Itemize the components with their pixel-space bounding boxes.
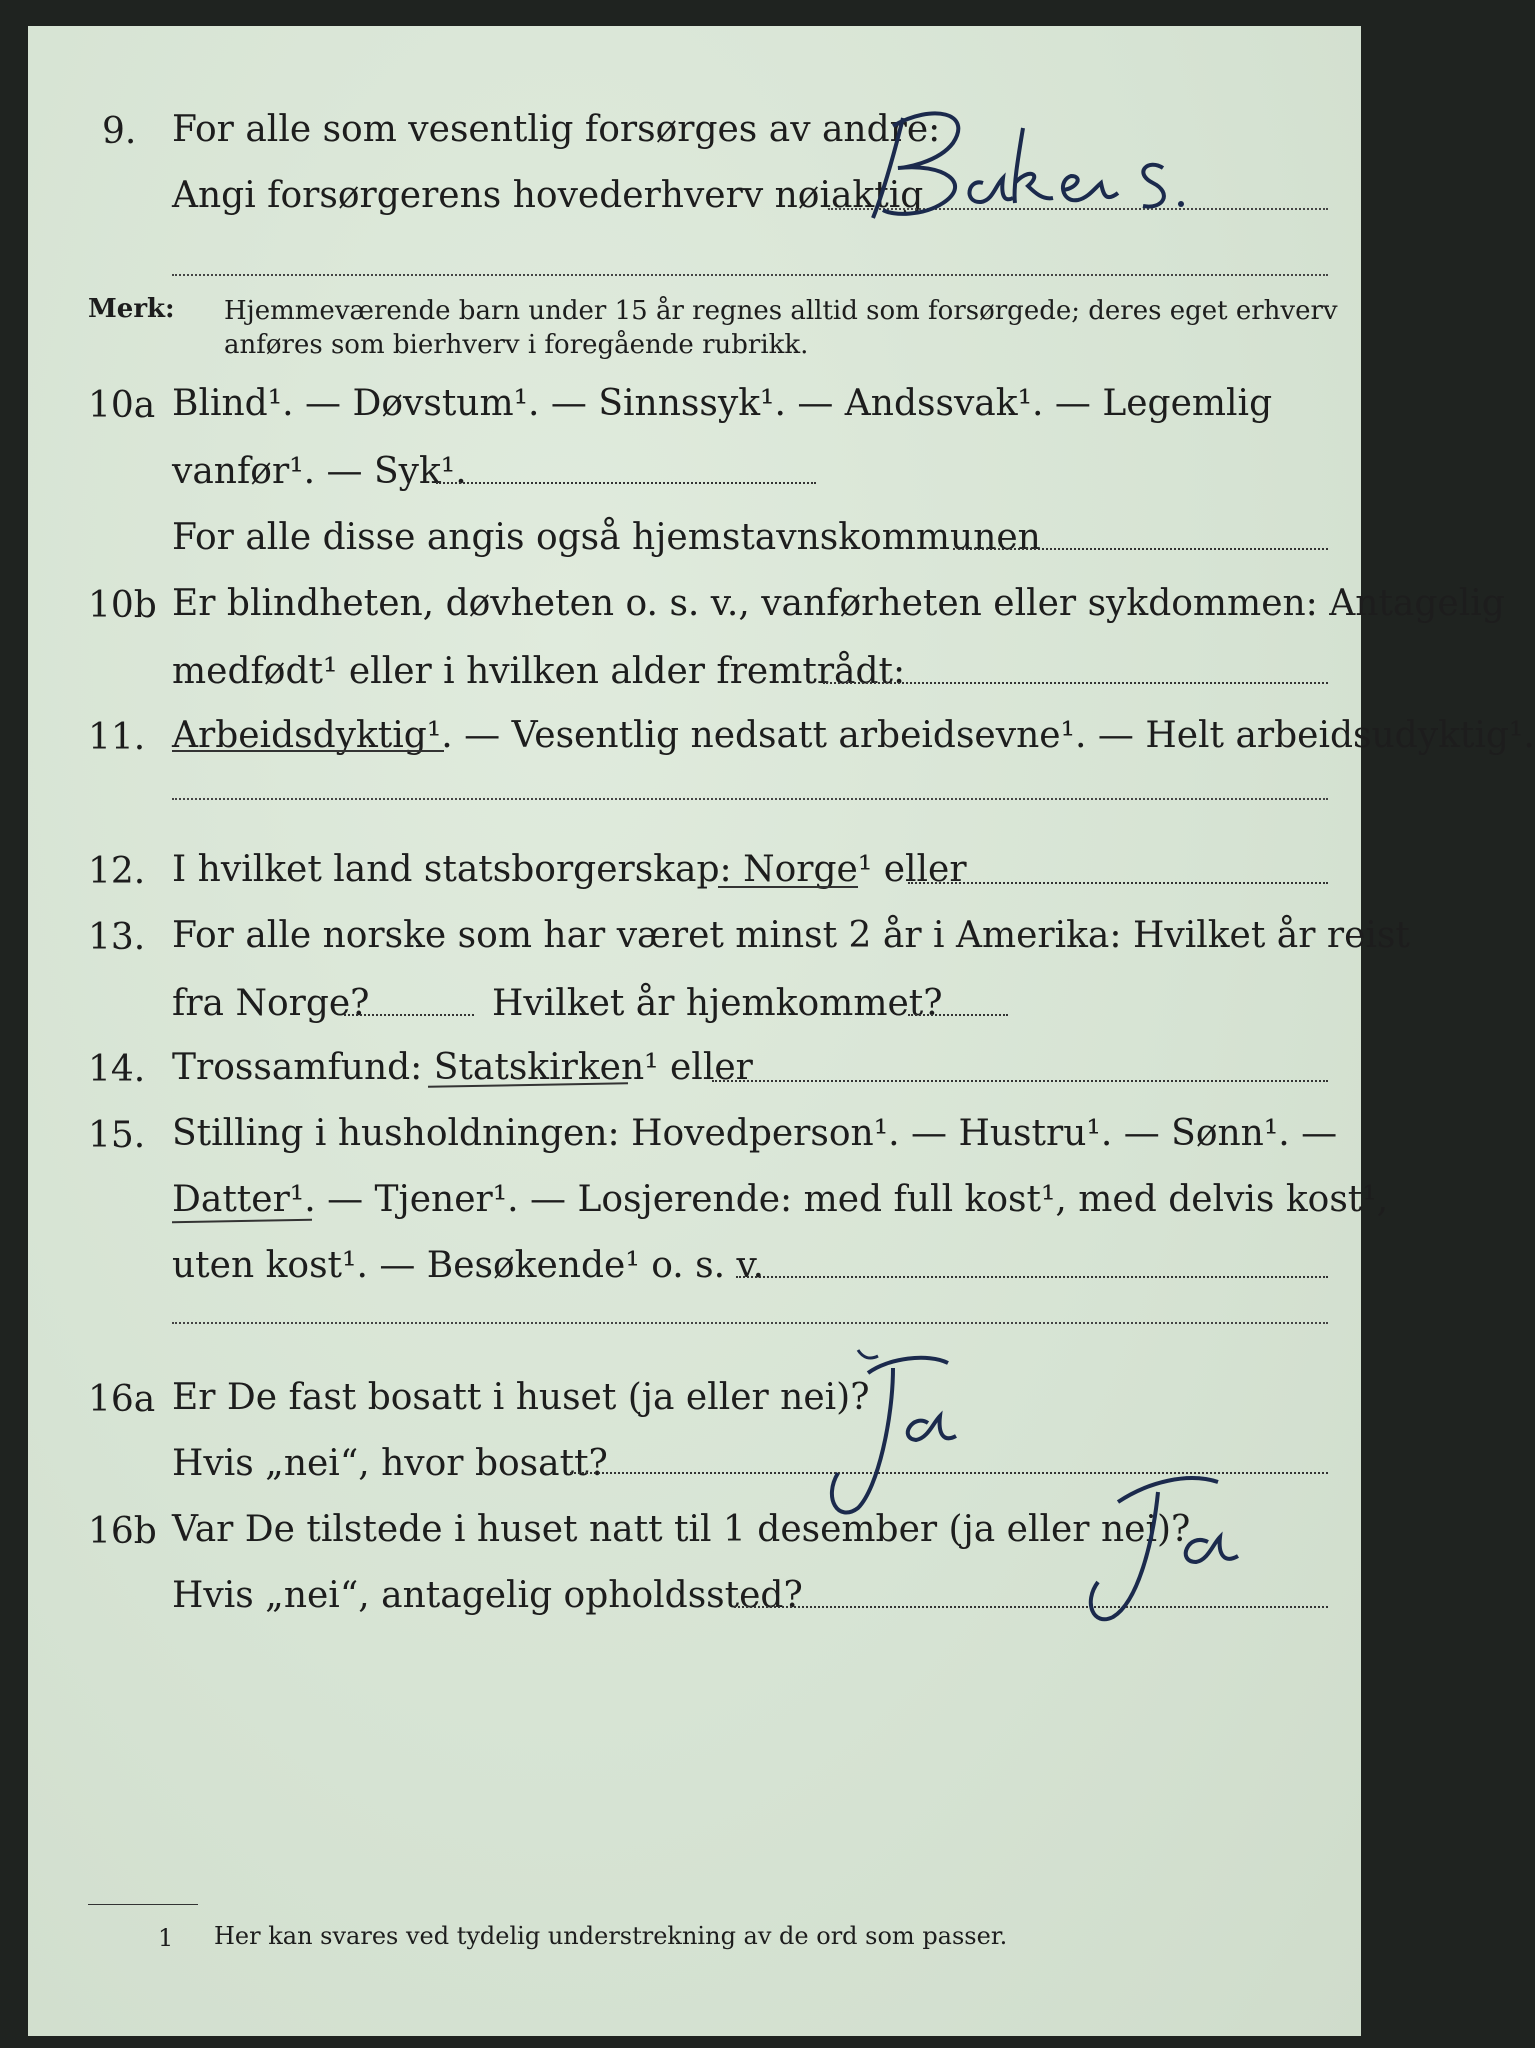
merk-line1: Hjemmeværende barn under 15 år regnes alltid som forsørgede; deres eget erhverv bbox=[224, 296, 1338, 326]
q16a-handwritten-answer bbox=[798, 1338, 978, 1532]
q13-hjemkommet-line bbox=[908, 1014, 1008, 1016]
q13-line2b: Hvilket år hjemkommet? bbox=[492, 983, 943, 1024]
q10a-line2: vanfør¹. — Syk¹. bbox=[172, 451, 467, 492]
merk-line2: anføres som bierhverv i foregående rubrikk. bbox=[224, 330, 809, 360]
q9-handwritten-answer bbox=[863, 98, 1303, 232]
q16b-line1: Var De tilstede i huset natt til 1 desember (ja eller nei)? bbox=[172, 1509, 1191, 1550]
q14-answer-line bbox=[712, 1080, 1328, 1082]
q14-line1: Trossamfund: Statskirken¹ eller bbox=[172, 1047, 753, 1088]
q9-extra-line bbox=[172, 274, 1328, 276]
q10b-number: 10b bbox=[88, 585, 157, 626]
q10b-line2: medfødt¹ eller i hvilken alder fremtrådt: bbox=[172, 651, 906, 692]
q10a-syk-line bbox=[436, 482, 816, 484]
q16a-number: 16a bbox=[88, 1379, 156, 1420]
merk-label: Merk: bbox=[88, 294, 175, 324]
q16b-line2: Hvis „nei“, antagelig opholdssted? bbox=[172, 1575, 803, 1616]
q9-line1: For alle som vesentlig forsørges av andre: bbox=[172, 109, 941, 150]
q13-reist-line bbox=[344, 1014, 474, 1016]
q15-extra-line bbox=[172, 1322, 1328, 1324]
q10a-kommune-line bbox=[953, 548, 1328, 550]
q15-line3: uten kost¹. — Besøkende¹ o. s. v. bbox=[172, 1245, 765, 1286]
footnote-mark: 1 bbox=[158, 1924, 174, 1952]
q12-number: 12. bbox=[88, 851, 146, 892]
q15-answer-line bbox=[736, 1276, 1328, 1278]
q15-number: 15. bbox=[88, 1115, 146, 1156]
q16a-line2: Hvis „nei“, hvor bosatt? bbox=[172, 1443, 608, 1484]
q16b-number: 16b bbox=[88, 1511, 157, 1552]
q11-extra-line bbox=[172, 798, 1328, 800]
q9-line2: Angi forsørgerens hovederhverv nøiaktig bbox=[172, 175, 924, 216]
q10b-answer-line bbox=[823, 682, 1328, 684]
q16b-handwritten-answer bbox=[1068, 1462, 1268, 1636]
census-form-page bbox=[28, 26, 1535, 2036]
q12-underline-norge bbox=[718, 886, 858, 888]
q11-number: 11. bbox=[88, 717, 146, 758]
q10a-line1: Blind¹. — Døvstum¹. — Sinnssyk¹. — Andssvak¹. — Legemlig bbox=[172, 383, 1273, 424]
q11-underline-arbeidsdyktig bbox=[172, 750, 444, 752]
q11-line1: Arbeidsdyktig¹. — Vesentlig nedsatt arbeidsevne¹. — Helt arbeidsudyktig¹. bbox=[172, 715, 1535, 756]
q15-line2: Datter¹. — Tjener¹. — Losjerende: med full kost¹, med delvis kost¹, bbox=[172, 1179, 1389, 1220]
q13-number: 13. bbox=[88, 917, 146, 958]
q10a-line3: For alle disse angis også hjemstavnskommunen bbox=[172, 517, 1041, 558]
q10b-line1: Er blindheten, døvheten o. s. v., vanførheten eller sykdommen: Antagelig bbox=[172, 583, 1505, 624]
q10a-number: 10a bbox=[88, 385, 156, 426]
q15-line1: Stilling i husholdningen: Hovedperson¹. — Hustru¹. — Sønn¹. — bbox=[172, 1113, 1338, 1154]
q13-line2a: fra Norge? bbox=[172, 983, 370, 1024]
q12-line1: I hvilket land statsborgerskap: Norge¹ eller bbox=[172, 849, 967, 890]
q14-number: 14. bbox=[88, 1049, 146, 1090]
q13-line1: For alle norske som har været minst 2 år i Amerika: Hvilket år reist bbox=[172, 915, 1410, 956]
q16a-line1: Er De fast bosatt i huset (ja eller nei)? bbox=[172, 1377, 870, 1418]
q9-number: 9. bbox=[102, 111, 137, 152]
footnote-text: Her kan svares ved tydelig understrekning av de ord som passer. bbox=[214, 1922, 1008, 1950]
q12-answer-line bbox=[908, 882, 1328, 884]
footnote-rule bbox=[88, 1904, 198, 1905]
